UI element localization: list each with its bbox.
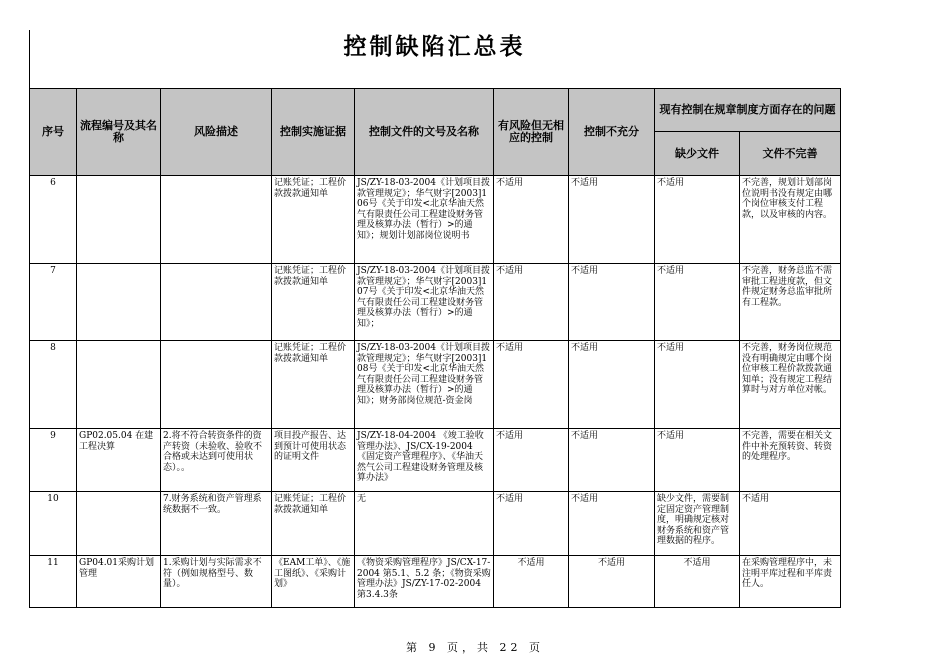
cell-risk [161, 341, 272, 429]
cell-insufficient: 不适用 [569, 556, 655, 608]
cell-doc: JS/ZY-18-03-2004《计划项目拨款管理规定》；华气财字[2003]107号《关于印发<北京华油天然气有限责任公司工程建设财务管理及核算办法（暂行）>的通知》； [355, 264, 494, 341]
table-row [30, 556, 841, 608]
cell-insufficient: 不适用 [569, 264, 655, 341]
header-incomplete-doc: 文件不完善 [740, 132, 841, 176]
cell-no: 8 [30, 341, 77, 429]
cell-risk-no-control: 不适用 [494, 556, 569, 608]
cell-missing-doc: 不适用 [655, 429, 740, 492]
header-evidence: 控制实施证据 [272, 89, 355, 176]
cell-risk [161, 264, 272, 341]
cell-insufficient: 不适用 [569, 341, 655, 429]
cell-missing-doc: 不适用 [655, 264, 740, 341]
cell-no: 10 [30, 492, 77, 556]
page-title: 控制缺陷汇总表 [343, 33, 526, 60]
header-seq: 序号 [30, 89, 77, 176]
cell-risk-no-control: 不适用 [494, 492, 569, 556]
cell-incomplete-doc: 不完善，需要在相关文件中补充预转资、转资的处理程序。 [740, 429, 841, 492]
defect-summary-table [29, 88, 841, 608]
header-risk: 风险描述 [161, 89, 272, 176]
header-risk-no-control: 有风险但无相应的控制 [494, 89, 569, 176]
cell-no: 11 [30, 556, 77, 608]
header-group: 现有控制在规章制度方面存在的问题 [655, 89, 841, 132]
cell-process [77, 341, 161, 429]
cell-process [77, 264, 161, 341]
cell-no: 6 [30, 176, 77, 264]
header-process: 流程编号及其名称 [77, 89, 161, 176]
header-insufficient: 控制不充分 [569, 89, 655, 176]
cell-insufficient: 不适用 [569, 429, 655, 492]
cell-doc: 无 [355, 492, 494, 556]
cell-doc: JS/ZY-18-03-2004《计划项目拨款管理规定》；华气财字[2003]106号《关于印发<北京华油天然气有限责任公司工程建设财务管理及核算办法（暂行）>的通知》；规划计划部岗位说明书 [355, 176, 494, 264]
table-row [30, 176, 841, 264]
cell-process [77, 492, 161, 556]
cell-evidence: 《EAM工单》、《施工图纸》、《采购计划》 [272, 556, 355, 608]
cell-risk: 1.采购计划与实际需求不符（例如规格型号、数量）。 [161, 556, 272, 608]
cell-process [77, 176, 161, 264]
cell-missing-doc: 缺少文件，需要制定固定资产管理制度，明确规定核对财务系统和资产管理数据的程序。 [655, 492, 740, 556]
cell-incomplete-doc: 在采购管理程序中，未注明平库过程和平库责任人。 [740, 556, 841, 608]
cell-insufficient: 不适用 [569, 176, 655, 264]
cell-risk-no-control: 不适用 [494, 341, 569, 429]
header-doc: 控制文件的文号及名称 [355, 89, 494, 176]
cell-doc: 《物资采购管理程序》JS/CX-17-2004 第5.1、5.2 条；《物资采购管理办法》JS/ZY-17-02-2004 第3.4.3条 [355, 556, 494, 608]
cell-process: GP04.01采购计划管理 [77, 556, 161, 608]
cell-missing-doc: 不适用 [655, 341, 740, 429]
cell-no: 7 [30, 264, 77, 341]
cell-evidence: 记账凭证；工程价款拨款通知单 [272, 341, 355, 429]
cell-evidence: 记账凭证；工程价款拨款通知单 [272, 264, 355, 341]
cell-incomplete-doc: 不完善，财务岗位规范没有明确规定由哪个岗位审核工程价款拨款通知单；没有规定工程结算时与对方单位对帐。 [740, 341, 841, 429]
cell-missing-doc: 不适用 [655, 556, 740, 608]
cell-doc: JS/ZY-18-03-2004《计划项目拨款管理规定》；华气财字[2003]108号《关于印发<北京华油天然气有限责任公司工程建设财务管理及核算办法（暂行）>的通知》；财务部岗位规范-资金岗 [355, 341, 494, 429]
table-row [30, 492, 841, 556]
cell-process: GP02.05.04 在建工程决算 [77, 429, 161, 492]
cell-evidence: 记账凭证；工程价款拨款通知单 [272, 176, 355, 264]
table-row [30, 429, 841, 492]
cell-risk-no-control: 不适用 [494, 176, 569, 264]
cell-incomplete-doc: 不完善，规划计划部岗位说明书没有规定由哪个岗位审核支付工程款，以及审核的内容。 [740, 176, 841, 264]
cell-risk: 2.将不符合转资条件的资产转资（未验收、验收不合格或未达到可使用状态）。。 [161, 429, 272, 492]
cell-risk [161, 176, 272, 264]
page-footer: 第 9 页，共 22 页 [406, 641, 544, 654]
cell-evidence: 记账凭证；工程价款拨款通知单 [272, 492, 355, 556]
cell-risk-no-control: 不适用 [494, 429, 569, 492]
cell-risk-no-control: 不适用 [494, 264, 569, 341]
header-missing-doc: 缺少文件 [655, 132, 740, 176]
table-row [30, 264, 841, 341]
cell-doc: JS/ZY-18-04-2004 《竣工验收管理办法》、JS/CX-19-2004 《固定资产管理程序》、《华油天然气公司工程建设财务管理及核算办法》 [355, 429, 494, 492]
cell-missing-doc: 不适用 [655, 176, 740, 264]
cell-insufficient: 不适用 [569, 492, 655, 556]
cell-no: 9 [30, 429, 77, 492]
cell-evidence: 项目投产报告、达到预计可使用状态的证明文件 [272, 429, 355, 492]
cell-risk: 7.财务系统和资产管理系统数据不一致。 [161, 492, 272, 556]
cell-incomplete-doc: 不完善，财务总监不需审批工程进度款，但文件规定财务总监审批所有工程款。 [740, 264, 841, 341]
cell-incomplete-doc: 不适用 [740, 492, 841, 556]
table-row [30, 341, 841, 429]
